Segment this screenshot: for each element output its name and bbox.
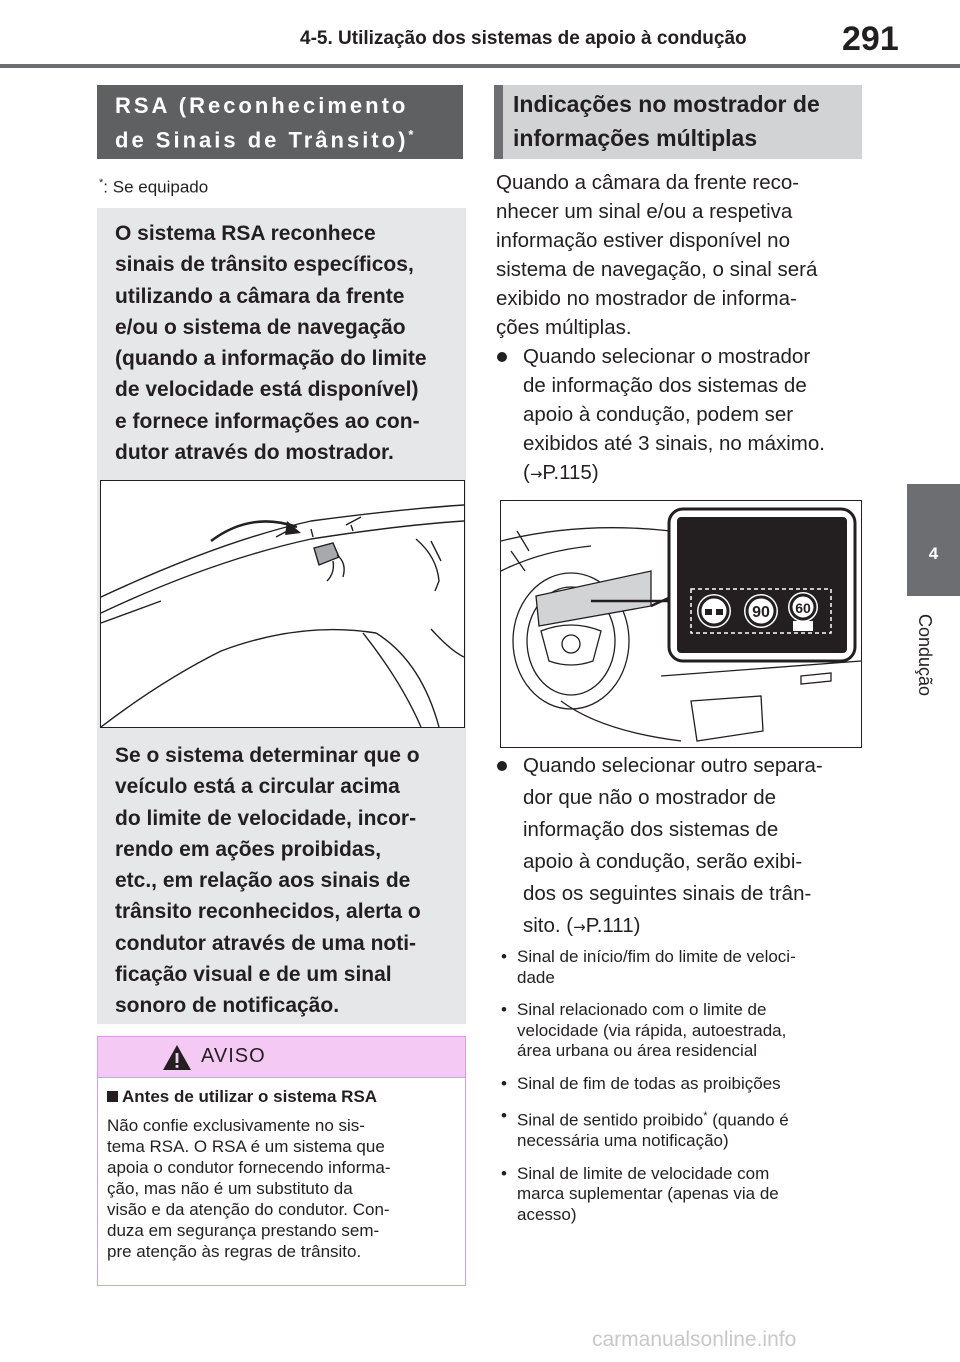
rsa-title-line2: de Sinais de Trânsito) <box>115 127 409 153</box>
warning-box <box>97 1036 466 1286</box>
body-line: ções múltiplas. <box>496 316 632 339</box>
alert-paragraph <box>115 740 455 1022</box>
bullet-line: apoio à condução, serão exibi- <box>523 850 803 873</box>
warning-line: visão e da atenção do condutor. Con- <box>107 1200 390 1219</box>
section-title: 4-5. Utilização dos sistemas de apoio à condução <box>300 28 747 49</box>
list-text: (quando é <box>707 1110 789 1130</box>
list-line: • Sinal de fim de todas as proibições <box>517 1073 781 1093</box>
warning-divider <box>98 1077 465 1078</box>
warning-line: duza em segurança prestando sem- <box>107 1221 380 1240</box>
bullet-line: Quando selecionar outro separa- <box>523 754 823 777</box>
arrow-icon: → <box>529 465 543 483</box>
alert-line: sonoro de notificação. <box>115 994 340 1018</box>
sign-speed-90: 90 <box>752 604 770 621</box>
ref-paren: ( <box>523 461 530 484</box>
list-line: área urbana ou área residencial <box>517 1041 758 1060</box>
bullet-line: de informação dos sistemas de <box>523 374 807 397</box>
list-line: velocidade (via rápida, autoestrada, <box>517 1020 787 1040</box>
intro-line: (quando a informação do limite <box>115 347 427 371</box>
chapter-tab <box>907 484 960 596</box>
body-line: exibido no mostrador de informa- <box>496 287 797 310</box>
bullet-dot-icon <box>497 352 507 362</box>
warning-line: tema RSA. O RSA é um sistema que <box>107 1137 385 1156</box>
bullet-line-prefix: sito. ( <box>523 914 574 937</box>
dashboard-display-illustration <box>500 500 862 748</box>
indicacoes-heading <box>494 85 862 159</box>
body-line: informação estiver disponível no <box>496 229 790 252</box>
body-line: nhecer um sinal e/ou a respetiva <box>496 200 793 223</box>
intro-line: O sistema RSA reconhece <box>115 222 376 245</box>
bullet-text <box>523 342 859 489</box>
intro-line: de velocidade está disponível) <box>115 378 419 402</box>
page-reference[interactable] <box>523 458 859 489</box>
square-bullet-icon <box>107 1091 118 1102</box>
list-item <box>501 1074 859 1095</box>
list-line: • Sinal de início/fim do limite de veloci- <box>517 947 796 966</box>
ref-text: P.111) <box>585 914 641 937</box>
intro-line: utilizando a câmara da frente <box>115 284 405 308</box>
list-line: marca suplementar (apenas via de <box>517 1184 779 1204</box>
alert-line: trânsito reconhecidos, alerta o <box>115 900 421 924</box>
alert-line: rendo em ações proibidas, <box>115 837 382 861</box>
list-line: dade <box>517 967 555 987</box>
bullet-line: dos os seguintes sinais de trân- <box>523 882 812 905</box>
alert-line: etc., em relação aos sinais de <box>115 869 411 893</box>
chapter-number: 4 <box>928 544 939 563</box>
warning-line: pre atenção às regras de trânsito. <box>107 1242 362 1261</box>
warning-triangle-icon <box>162 1044 192 1071</box>
warning-line: apoia o condutor fornecendo informa- <box>107 1158 391 1177</box>
chapter-label: Condução <box>915 614 935 697</box>
rsa-heading <box>97 85 463 159</box>
rsa-title-mark: * <box>408 127 414 142</box>
list-text: Sinal de sentido proibido <box>517 1110 704 1130</box>
bullet-line <box>523 910 859 943</box>
warning-text <box>107 1115 453 1262</box>
warning-subtitle-text: Antes de utilizar o sistema RSA <box>122 1087 378 1106</box>
bullet-line: dor que não o mostrador de <box>523 786 776 809</box>
ref-text: P.115) <box>542 461 599 484</box>
footnote-mark: * <box>99 177 104 189</box>
footnote-mark: * <box>703 1110 708 1122</box>
bullet-dot-icon <box>497 761 507 771</box>
alert-line: veículo está a circular acima <box>115 775 400 799</box>
rsa-title-line1: RSA (Reconhecimento <box>115 93 409 118</box>
signs-list <box>501 947 859 1237</box>
page-number: 291 <box>842 20 899 58</box>
list-line: necessária uma notificação) <box>517 1131 729 1151</box>
indicacoes-title-line1: Indicações no mostrador de <box>513 91 820 117</box>
alert-line: ficação visual e de um sinal <box>115 963 392 987</box>
bullet-line: Quando selecionar o mostrador <box>523 345 811 368</box>
list-line <box>517 1106 859 1131</box>
list-line: acesso) <box>517 1204 577 1224</box>
intro-line: e fornece informações ao con- <box>115 409 420 433</box>
bullet-line: exibidos até 3 sinais, no máximo. <box>523 432 825 455</box>
sign-speed-60: 60 <box>795 600 811 616</box>
windshield-camera-illustration <box>100 480 465 728</box>
bullet-text <box>523 750 859 943</box>
warning-label: AVISO <box>201 1045 266 1067</box>
list-item <box>501 1164 859 1226</box>
warning-subtitle <box>107 1087 377 1107</box>
bullet-line: apoio à condução, podem ser <box>523 403 794 426</box>
intro-line: dutor através do mostrador. <box>115 441 394 465</box>
watermark: carmanualsonline.info <box>592 1328 797 1351</box>
footnote-text: : Se equipado <box>103 177 209 197</box>
body-line: sistema de navegação, o sinal será <box>496 258 818 281</box>
alert-line: condutor através de uma noti- <box>115 931 417 955</box>
warning-header <box>98 1037 465 1078</box>
arrow-icon: → <box>573 918 586 936</box>
intro-line: e/ou o sistema de navegação <box>115 315 406 339</box>
intro-line: sinais de trânsito específicos, <box>115 253 414 277</box>
indicacoes-title-line2: informações múltiplas <box>513 125 758 151</box>
body-line: Quando a câmara da frente reco- <box>496 171 800 194</box>
alert-line: do limite de velocidade, incor- <box>115 806 417 830</box>
warning-line: Não confie exclusivamente no sis- <box>107 1116 365 1135</box>
list-item <box>501 1106 859 1152</box>
header-rule <box>0 64 960 68</box>
intro-paragraph <box>115 218 455 468</box>
list-line: • Sinal relacionado com o limite de <box>517 1000 767 1019</box>
indicacoes-paragraph <box>496 168 858 342</box>
footnote <box>99 177 208 198</box>
page-reference[interactable] <box>573 914 640 937</box>
list-line: • Sinal de limite de velocidade com <box>517 1163 770 1183</box>
alert-line: Se o sistema determinar que o <box>115 744 420 767</box>
heading-accent-bar <box>494 85 503 159</box>
list-item <box>501 1000 859 1062</box>
warning-line: ção, mas não é um substituto da <box>107 1179 353 1198</box>
bullet-line: informação dos sistemas de <box>523 818 779 841</box>
list-item <box>501 947 859 988</box>
